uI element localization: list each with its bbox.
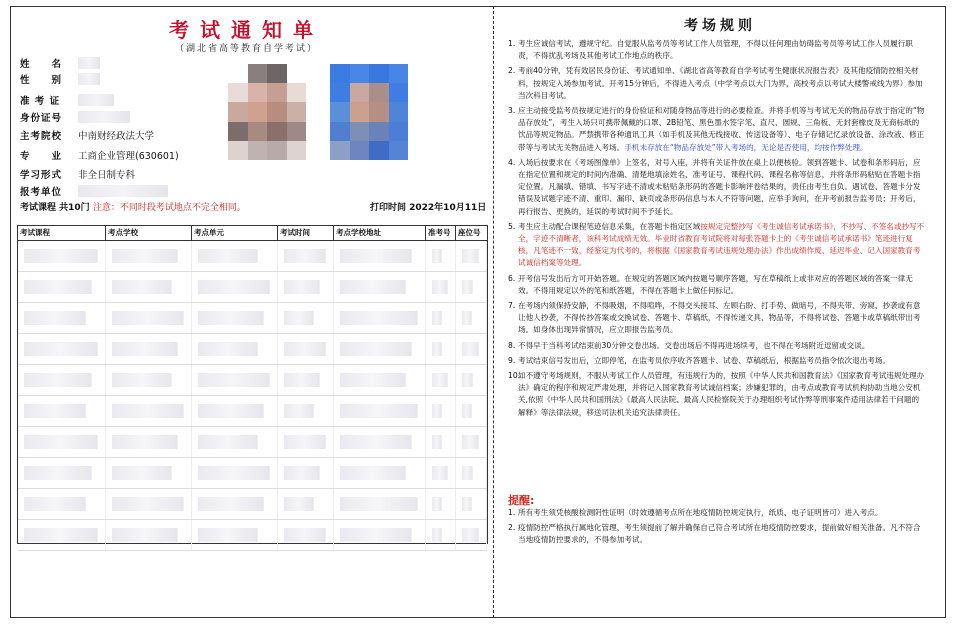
- redacted-value: [340, 528, 412, 542]
- table-cell: [192, 520, 278, 550]
- table-cell: [106, 520, 192, 550]
- table-header-cell: 考点单元: [192, 226, 278, 240]
- redacted-value: [462, 528, 479, 542]
- rule-segment: 考试结束信号发出后，立即停笔，在监考员依序收齐答题卡、试卷、草稿纸后，根据监考员指令依次退出考场。: [518, 355, 891, 365]
- info-row: [20, 71, 100, 87]
- rule-text: [518, 105, 926, 154]
- rule-text: [518, 65, 926, 102]
- course-summary: [20, 200, 246, 213]
- photo-pixel: [287, 122, 307, 141]
- redacted-value: [78, 73, 100, 85]
- redacted-value: [284, 497, 314, 511]
- photo-pixel: [287, 102, 307, 121]
- redacted-value: [340, 311, 418, 325]
- redacted-value: [24, 528, 98, 542]
- table-cell: [18, 458, 106, 488]
- table-cell: [334, 396, 426, 426]
- photo-pixel: [248, 83, 268, 102]
- table-row: [18, 303, 487, 334]
- rule-number: 2.: [508, 66, 516, 76]
- info-row: [20, 109, 130, 125]
- info-row: [20, 147, 179, 163]
- redacted-value: [112, 497, 184, 511]
- table-cell: [426, 334, 456, 364]
- remind-item: [508, 507, 926, 519]
- table-cell: [18, 365, 106, 395]
- redacted-value: [284, 280, 320, 294]
- photo-pixel: [267, 102, 287, 121]
- redacted-value: [432, 280, 448, 294]
- redacted-value: [284, 466, 320, 480]
- table-cell: [426, 427, 456, 457]
- redacted-value: [24, 249, 98, 263]
- photo-pixel: [389, 102, 409, 121]
- rule-text: [518, 370, 926, 419]
- rule-number: 10.: [508, 371, 521, 381]
- table-cell: [426, 520, 456, 550]
- photo-pixel: [330, 102, 350, 121]
- photo-pixel: [267, 83, 287, 102]
- redacted-value: [198, 466, 270, 480]
- print-time: 打印时间 2022年10月11日: [370, 203, 487, 213]
- table-cell: [278, 272, 334, 302]
- info-label: 性 别: [20, 75, 63, 86]
- table-cell: [106, 365, 192, 395]
- table-cell: [106, 334, 192, 364]
- candidate-photo: [228, 64, 306, 160]
- table-cell: [278, 303, 334, 333]
- photo-pixel: [228, 102, 248, 121]
- redacted-value: [284, 404, 314, 418]
- photo-pixel: [350, 122, 370, 141]
- info-row: [20, 166, 135, 182]
- redacted-value: [24, 280, 92, 294]
- exam-table: [17, 225, 488, 544]
- rule-text: [518, 340, 869, 352]
- info-label: 报考单位: [20, 187, 63, 198]
- table-row: [18, 458, 487, 489]
- rules-list: [508, 38, 926, 422]
- rule-text: [518, 355, 890, 367]
- info-value: 工商企业管理(630601): [78, 151, 179, 162]
- rule-number: 8.: [508, 340, 516, 350]
- info-row: [20, 92, 114, 108]
- redacted-value: [432, 404, 442, 418]
- table-cell: [426, 396, 456, 426]
- photo-pixel: [287, 83, 307, 102]
- rule-number: 4.: [508, 157, 516, 167]
- notice-subtitle: （湖北省高等教育自学考试）: [174, 44, 318, 54]
- table-cell: [106, 489, 192, 519]
- table-cell: [334, 489, 426, 519]
- remind-item: [508, 522, 926, 546]
- table-cell: [456, 303, 487, 333]
- rule-text: [518, 157, 926, 218]
- redacted-value: [462, 497, 472, 511]
- rule-number: 9.: [508, 355, 516, 365]
- table-header-cell: 考试课程: [18, 226, 106, 240]
- table-row: [18, 241, 487, 272]
- redacted-value: [198, 435, 258, 449]
- redacted-value: [112, 528, 178, 542]
- rule-item: [508, 355, 926, 367]
- photo-pixel: [287, 141, 307, 160]
- remind-number: 2.: [508, 523, 516, 533]
- redacted-value: [24, 466, 92, 480]
- table-cell: [192, 365, 278, 395]
- table-cell: [278, 396, 334, 426]
- redacted-value: [198, 528, 258, 542]
- redacted-value: [78, 94, 114, 106]
- redacted-value: [340, 466, 406, 480]
- redacted-value: [112, 249, 178, 263]
- redacted-value: [78, 57, 100, 69]
- photo-pixel: [330, 83, 350, 102]
- redacted-value: [432, 249, 442, 263]
- table-cell: [18, 396, 106, 426]
- rule-highlight: 手机未存放在“物品存放处”带入考场的，无论是否使用，均按作弊处理。: [624, 142, 868, 152]
- table-cell: [18, 427, 106, 457]
- redacted-value: [284, 528, 326, 542]
- table-cell: [18, 272, 106, 302]
- redacted-value: [284, 373, 320, 387]
- info-value: 中南财经政法大学: [78, 131, 155, 142]
- photo-pixel: [228, 83, 248, 102]
- table-cell: [106, 396, 192, 426]
- rule-text: [518, 38, 926, 62]
- table-cell: [334, 241, 426, 271]
- table-row: [18, 272, 487, 303]
- rule-highlight: 按规定完整抄写《考生诚信考试承诺书》，不抄写、不签名或抄写不全，字迹不清晰者，该科考试成绩无效。毕业时省教育考试院将对每张答题卡上的《考生诚信考试承诺书》笔迹进行复核，凡笔迹不一致，经鉴定为代考的，将根据《国家教育考试违规处理办法》作出成绩作废、延迟毕业、记入国家教育考试诚信档案等处理。: [518, 221, 925, 268]
- table-cell: [18, 520, 106, 550]
- redacted-value: [112, 435, 178, 449]
- table-header: [18, 226, 487, 241]
- table-cell: [334, 427, 426, 457]
- info-label: 专 业: [20, 151, 63, 162]
- rule-item: [508, 273, 926, 297]
- id-photo: [330, 64, 408, 160]
- table-cell: [456, 241, 487, 271]
- table-row: [18, 365, 487, 396]
- redacted-value: [112, 404, 184, 418]
- table-cell: [456, 520, 487, 550]
- rule-text: [518, 300, 926, 337]
- redacted-value: [340, 249, 412, 263]
- info-label: 姓 名: [20, 59, 63, 70]
- remind-number: 1.: [508, 508, 516, 517]
- table-row: [18, 489, 487, 520]
- table-cell: [456, 489, 487, 519]
- redacted-value: [78, 111, 130, 123]
- table-cell: [426, 272, 456, 302]
- photo-pixel: [350, 83, 370, 102]
- redacted-value: [198, 497, 264, 511]
- info-label: 身份证号: [20, 113, 63, 124]
- photo-pixel: [389, 141, 409, 160]
- table-cell: [192, 489, 278, 519]
- table-cell: [334, 458, 426, 488]
- rule-number: 5.: [508, 221, 516, 231]
- redacted-value: [340, 404, 418, 418]
- rule-segment: 考生应诚信考试，遵规守纪。自觉服从监考员等考试工作人员管理，不得以任何理由妨碍监考员等考试工作人员履行职责，不得扰乱考场及其他考试工作地点的秩序。: [518, 39, 913, 61]
- table-row: [18, 427, 487, 458]
- redacted-value: [462, 249, 479, 263]
- photo-pixel: [389, 83, 409, 102]
- rule-segment: 在考场内须保持安静，不得吸烟，不得喧哗，不得交头接耳、左顾右盼、打手势、做暗号，不得夹带、旁窥、抄袭或有意让他人抄袭，不得传抄答案或交换试卷、答题卡、草稿纸，不得传递文具、物品等，不得将试卷、答题卡或草稿纸带出考场。如身体出现异常情况，应立即报告监考员。: [518, 301, 921, 335]
- rule-number: 1.: [508, 39, 516, 48]
- table-cell: [278, 365, 334, 395]
- photo-pixel: [228, 141, 248, 160]
- info-row: [20, 55, 100, 71]
- rule-segment: 开考信号发出后方可开始答题。在规定的答题区域内按题号顺序答题，写在草稿纸上或非对应的答题区域的答案一律无效。不得用规定以外的笔和纸答题，不得在答题卡上做任何标记。: [518, 273, 913, 295]
- table-cell: [106, 241, 192, 271]
- table-cell: [334, 365, 426, 395]
- remind-text: 疫情防控严格执行属地化管理，考生须提前了解并确保自己符合考试所在地疫情防控要求，提前做好相关准备。凡不符合当地疫情防控要求的，不得参加考试。: [518, 523, 921, 545]
- photo-pixel: [369, 141, 389, 160]
- table-cell: [192, 334, 278, 364]
- redacted-value: [462, 404, 472, 418]
- photo-pixel: [369, 83, 389, 102]
- redacted-value: [24, 404, 86, 418]
- table-cell: [278, 458, 334, 488]
- photo-pixel: [350, 141, 370, 160]
- redacted-value: [432, 528, 442, 542]
- rule-segment: 考前40分钟，凭有效居民身份证、考试通知单、《湖北省高等教育自学考试考生健康状况报告表》及其他疫情防控相关材料，按规定入场参加考试。开考15分钟后，不得进入考点（中学考点以大门为界，高校考点以考试大楼警戒线为界）参加当次科目考试。: [518, 66, 923, 100]
- redacted-value: [24, 497, 86, 511]
- photo-pixel: [369, 102, 389, 121]
- redacted-value: [340, 342, 412, 356]
- redacted-value: [24, 373, 92, 387]
- table-cell: [456, 365, 487, 395]
- redacted-value: [462, 311, 472, 325]
- redacted-value: [112, 466, 172, 480]
- table-row: [18, 520, 487, 551]
- table-row: [18, 396, 487, 427]
- info-value: 非全日制专科: [78, 170, 136, 181]
- rule-number: 3.: [508, 106, 516, 116]
- table-cell: [192, 427, 278, 457]
- rule-item: [508, 300, 926, 337]
- redacted-value: [284, 435, 326, 449]
- table-cell: [456, 272, 487, 302]
- redacted-value: [78, 185, 168, 197]
- rule-segment: 入场后按要求在《考场图像单》上签名，对号入座，并将有关证件放在桌上以便核验。领到答题卡、试卷和条形码后，应在指定位置和规定的时间内准确、清楚地填涂姓名、准考证号、课程代码、课程名称等信息，并将条形码粘贴在答题卡指定位置。凡漏填、错填、书写字迹不清或未粘贴条形码的答题卡影响评卷结果的，责任由考生自负。遇试卷、答题卡分发错误及试题字迹不清、重印、漏印、缺页或条形码信息与本人不符等问题，应举手询问，在开考前报告监考员；开考后，再行报告、更换的，延误的考试时间不予延长。: [518, 157, 921, 216]
- table-cell: [426, 489, 456, 519]
- photo-pixel: [267, 64, 287, 83]
- redacted-value: [112, 280, 172, 294]
- rule-item: [508, 157, 926, 218]
- redacted-value: [340, 373, 406, 387]
- redacted-value: [284, 311, 314, 325]
- table-row: [18, 334, 487, 365]
- table-header-cell: 考点学校: [106, 226, 192, 240]
- remind-text: 所有考生须凭核酸检测阴性证明（时效遵循考点所在地疫情防控规定执行，纸质、电子证明皆可）进入考点。: [518, 508, 883, 517]
- table-cell: [278, 334, 334, 364]
- photo-pixel: [248, 141, 268, 160]
- rule-number: 7.: [508, 301, 516, 311]
- redacted-value: [198, 249, 258, 263]
- table-cell: [426, 365, 456, 395]
- redacted-value: [24, 311, 86, 325]
- rule-segment: 不得早于当科考试结束前30分钟交卷出场。交卷出场后不得再进场续考，也不得在考场附近逗留或交谈。: [518, 340, 870, 350]
- photo-pixel: [267, 122, 287, 141]
- photo-pixel: [389, 122, 409, 141]
- photo-pixel: [350, 64, 370, 83]
- course-count: 考试课程 共10门: [20, 203, 90, 213]
- redacted-value: [462, 435, 479, 449]
- table-cell: [456, 334, 487, 364]
- redacted-value: [198, 342, 258, 356]
- table-header-cell: 座位号: [458, 228, 481, 237]
- redacted-value: [432, 435, 442, 449]
- table-cell: [334, 334, 426, 364]
- table-cell: [426, 241, 456, 271]
- rule-segment: 应主动接受监考员按规定进行的身份验证和对随身物品等进行的必要检查。并将手机等与考试无关的物品存放于指定的“物品存放处”，考生入场只可携带佩戴的口罩、2B铅笔、黑色墨水签字笔、直尺、圆规、三角板、无封套橡皮及无商标纸的饮品等规定物品。严禁携带各种通讯工具（如手机及其他无线接收、传送设备等）、电子存储记忆录放设备、涂改液、修正带等与考试无关物品进入考场。: [518, 106, 925, 152]
- photo-pixel: [369, 64, 389, 83]
- photo-pixel: [248, 102, 268, 121]
- table-cell: [106, 458, 192, 488]
- photo-pixel: [330, 64, 350, 83]
- table-cell: [106, 427, 192, 457]
- rules-title: 考场规则: [684, 18, 756, 34]
- photo-pixel: [389, 64, 409, 83]
- page-divider: [493, 6, 494, 618]
- redacted-value: [340, 435, 412, 449]
- photo-pixel: [369, 122, 389, 141]
- info-row: [20, 183, 168, 199]
- photo-pixel: [350, 102, 370, 121]
- photo-pixel: [267, 141, 287, 160]
- photo-pixel: [330, 141, 350, 160]
- photo-pixel: [248, 122, 268, 141]
- table-cell: [278, 489, 334, 519]
- redacted-value: [432, 497, 442, 511]
- table-cell: [192, 303, 278, 333]
- remind-list: [508, 507, 926, 550]
- table-cell: [192, 241, 278, 271]
- rule-item: [508, 38, 926, 62]
- redacted-value: [432, 466, 448, 480]
- table-cell: [426, 303, 456, 333]
- rule-item: [508, 221, 926, 270]
- photo-pixel: [228, 64, 248, 83]
- redacted-value: [432, 373, 448, 387]
- table-cell: [18, 303, 106, 333]
- info-label: 学习形式: [20, 170, 63, 181]
- table-body: [18, 241, 487, 551]
- table-cell: [192, 396, 278, 426]
- table-cell: [106, 303, 192, 333]
- table-cell: [278, 241, 334, 271]
- redacted-value: [340, 497, 418, 511]
- table-cell: [334, 303, 426, 333]
- redacted-value: [432, 342, 442, 356]
- table-cell: [18, 241, 106, 271]
- redacted-value: [462, 280, 473, 294]
- notice-title: 考试通知单: [169, 18, 324, 42]
- rule-segment: 如不遵守考场规则，不服从考试工作人员管理，有违规行为的，按照《中华人民共和国教育法》《国家教育考试违规处理办法》确定的程序和规定严肃处理，并将记入国家教育考试诚信档案；涉嫌犯罪的，由考点或教育考试机构协助当地公安机关,依照《中华人民共和国刑法》《最高人民法院、最高人民检察院关于办理组织考试作弊等刑事案件适用法律若干问题的解释》等法律法规，移送司法机关追究法律责任。: [518, 371, 925, 417]
- redacted-value: [198, 404, 264, 418]
- rule-item: [508, 370, 926, 419]
- rule-number: 6.: [508, 273, 516, 283]
- table-cell: [18, 334, 106, 364]
- table-cell: [334, 520, 426, 550]
- rule-text: [518, 221, 926, 270]
- photo-pixel: [287, 64, 307, 83]
- rule-item: [508, 65, 926, 102]
- info-label: 主考院校: [20, 131, 63, 142]
- rule-segment: 考生应主动配合课程笔迹信息采集，在答题卡指定区域: [518, 221, 701, 231]
- redacted-value: [198, 280, 270, 294]
- info-row: [20, 127, 154, 143]
- table-header-cell: 考试时间: [278, 226, 334, 240]
- photo-pixel: [330, 122, 350, 141]
- table-header-cell: 准考号: [426, 226, 456, 240]
- redacted-value: [432, 311, 442, 325]
- course-note: 注意：不同时段考试地点不完全相同。: [92, 203, 246, 213]
- rule-item: [508, 340, 926, 352]
- redacted-value: [112, 373, 172, 387]
- redacted-value: [112, 342, 178, 356]
- remind-title: 提醒:: [508, 494, 535, 507]
- redacted-value: [340, 280, 406, 294]
- table-cell: [456, 458, 487, 488]
- redacted-value: [24, 435, 98, 449]
- photo-pixel: [248, 64, 268, 83]
- redacted-value: [24, 342, 98, 356]
- rule-item: [508, 105, 926, 154]
- table-cell: [192, 272, 278, 302]
- redacted-value: [462, 373, 473, 387]
- info-label: 准 考 证: [20, 96, 61, 107]
- table-cell: [192, 458, 278, 488]
- redacted-value: [284, 249, 326, 263]
- redacted-value: [112, 311, 184, 325]
- table-cell: [456, 396, 487, 426]
- table-cell: [426, 458, 456, 488]
- redacted-value: [284, 342, 326, 356]
- table-cell: [278, 427, 334, 457]
- table-cell: [18, 489, 106, 519]
- table-cell: [106, 272, 192, 302]
- redacted-value: [462, 342, 479, 356]
- table-cell: [278, 520, 334, 550]
- table-cell: [456, 427, 487, 457]
- photo-pixel: [228, 122, 248, 141]
- redacted-value: [198, 373, 270, 387]
- table-header-cell: 考点学校地址: [334, 226, 426, 240]
- redacted-value: [198, 311, 264, 325]
- rule-text: [518, 273, 926, 297]
- redacted-value: [462, 466, 473, 480]
- table-cell: [334, 272, 426, 302]
